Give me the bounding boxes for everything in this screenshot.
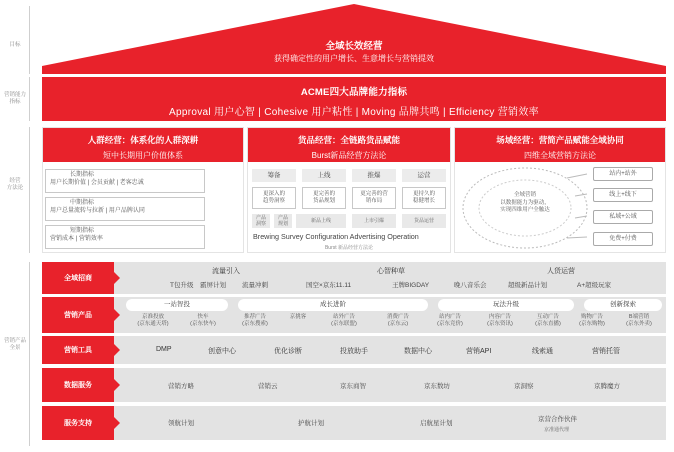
row-products-label: 营销产品 — [42, 297, 114, 333]
mid-term-title: 中期指标 — [70, 200, 95, 206]
column-people-title: 人群经营：体系化的人群深耕 — [87, 135, 199, 145]
method-cell: 新品上线 — [296, 214, 346, 228]
recruit-head: 心智种草 — [377, 268, 405, 275]
row-support — [42, 406, 666, 440]
row-data — [42, 368, 666, 402]
products-cell: 消费广告 (京东云) — [386, 314, 409, 327]
indicator-title: ACME四大品牌能力指标 — [300, 87, 408, 98]
side-divider — [29, 77, 30, 121]
short-term-detail: 营销成本 | 营销效率 — [50, 235, 103, 242]
row-tools-label: 营销工具 — [42, 336, 114, 364]
column-scene-header — [455, 128, 665, 162]
side-divider — [29, 127, 30, 253]
data-item: 营销方略 — [168, 383, 194, 390]
tool-item: 营销API — [466, 348, 492, 355]
data-item: 营销云 — [258, 383, 278, 390]
recruit-item: 霸屏计划 — [200, 282, 226, 289]
long-term-title: 长期指标 — [70, 172, 95, 178]
side-label-method: 经营 方法论 — [6, 178, 24, 191]
column-scene-title: 场域经营：营简产品赋能全域协同 — [496, 135, 624, 145]
burst-footnote: Burst 新品经营方法论 — [324, 245, 374, 251]
data-item: 京腾魔方 — [594, 383, 620, 390]
support-note: 京准通代理 — [544, 427, 570, 433]
products-cell: 快车 (京东快车) — [190, 314, 216, 327]
support-item: 领航计划 — [168, 420, 194, 427]
row-support-label: 服务支持 — [42, 406, 114, 440]
row-tools — [42, 336, 666, 364]
recruit-item: 流量冲刺 — [242, 282, 268, 289]
stage-cell: 更完善的 货品规划 — [302, 187, 346, 209]
products-cell: 站外广告 (京东联盟) — [331, 314, 357, 327]
stage-prepare: 筹备 — [252, 169, 296, 182]
column-goods-subtitle: Burst新品经营方法论 — [311, 151, 387, 160]
products-cell: 购物广告 (京东购物) — [579, 314, 605, 327]
burst-acronym-line: Brewing Survey Configuration Advertising Operation — [253, 232, 419, 241]
data-item: 京洞察 — [514, 383, 534, 390]
stage-push: 推爆 — [352, 169, 396, 182]
recruit-item: 超级新品计划 — [508, 282, 547, 289]
column-goods-title: 货品经营：全链路货品赋能 — [297, 135, 400, 145]
support-item: 启航星计划 — [420, 420, 453, 427]
tool-item: 创意中心 — [208, 348, 236, 355]
support-item: 护航计划 — [298, 420, 324, 427]
scene-circle-text: 全域营销 以数据能力为驱动， 实现四维用户全触达 — [500, 192, 550, 213]
column-scene — [454, 127, 666, 253]
column-goods-header — [248, 128, 450, 162]
support-item: 京营合作伙伴 — [538, 416, 577, 423]
stage-launch: 上线 — [302, 169, 346, 182]
indicator-band — [42, 77, 666, 121]
recruit-head: 人货运营 — [547, 268, 575, 275]
recruit-item: 国空×京东11.11 — [306, 282, 352, 289]
mid-term-detail: 用户总量流转与拉新 | 用户品牌认同 — [50, 207, 145, 214]
tool-item: 投放助手 — [340, 348, 368, 355]
tool-item: 优化诊断 — [274, 348, 302, 355]
tool-item: 线索通 — [532, 348, 553, 355]
products-cell: 互动广告 (京东直播) — [535, 314, 561, 327]
roof-subtitle: 获得确定性的用户增长、生意增长与营销提效 — [274, 54, 434, 63]
products-cell: 内容广告 (京东资讯) — [487, 314, 513, 327]
recruit-head: 流量引入 — [212, 268, 240, 275]
row-products — [42, 297, 666, 333]
recruit-item: 晚八音乐会 — [454, 282, 487, 289]
tool-item: 数据中心 — [404, 348, 432, 355]
products-cell: 推荐广告 (京东搜索) — [242, 314, 268, 327]
products-pill: 成长进阶 — [238, 299, 428, 311]
mid-term-box — [45, 197, 205, 221]
data-item: 京东数坊 — [424, 383, 450, 390]
scene-pill: 免费+付费 — [593, 232, 653, 246]
recruit-item: 王牌BIGDAY — [392, 282, 430, 289]
method-cell: 产品 规划 — [274, 214, 292, 228]
column-people — [42, 127, 244, 253]
long-term-box — [45, 169, 205, 193]
side-divider — [29, 262, 30, 446]
short-term-title: 短期指标 — [70, 228, 95, 234]
column-people-subtitle: 短中长期用户价值体系 — [103, 151, 183, 160]
side-label-goal: 目标 — [9, 42, 21, 48]
side-divider — [29, 6, 30, 74]
products-pill: 一站智投 — [126, 299, 228, 311]
stage-operate: 运营 — [402, 169, 446, 182]
roof-banner — [42, 4, 666, 74]
stage-cell: 更深入的 趋势洞察 — [252, 187, 296, 209]
column-people-header — [43, 128, 243, 162]
long-term-detail: 用户长期价值 | 会员贡献 | 老客忠诚 — [50, 179, 144, 186]
roof-title: 全域长效经营 — [325, 41, 383, 52]
tool-item: 营销托管 — [592, 348, 620, 355]
short-term-box — [45, 225, 205, 249]
data-item: 京东商智 — [340, 383, 366, 390]
indicator-subtitle: Approval 用户心智 | Cohesive 用户粘性 | Moving 品牌共鸣 | Efficiency 营销效率 — [169, 107, 539, 118]
scene-pill: 站内+站外 — [593, 167, 653, 181]
method-cell: 货品运营 — [402, 214, 446, 228]
products-pill: 创新探索 — [584, 299, 662, 311]
side-label-indicator: 营销能力 指标 — [3, 92, 26, 105]
column-goods — [247, 127, 451, 253]
method-cell: 上市引爆 — [352, 214, 396, 228]
recruit-item: T包升级 — [170, 282, 194, 289]
method-cell: 产品 洞察 — [252, 214, 270, 228]
products-cell: 京准投放 (京东通天塔) — [137, 314, 169, 327]
row-recruit — [42, 262, 666, 294]
stage-cell: 更持久的 稳健增长 — [402, 187, 446, 209]
stage-cell: 更完善的营 销布局 — [352, 187, 396, 209]
recruit-item: A+超级玩家 — [577, 282, 612, 289]
products-cell: 京挑客 — [289, 314, 307, 320]
side-label-tools: 营销产品 全景 — [3, 338, 26, 351]
row-recruit-label: 全域招商 — [42, 262, 114, 294]
row-data-label: 数据服务 — [42, 368, 114, 402]
products-pill: 玩法升级 — [438, 299, 574, 311]
products-cell: 站内广告 (京东竞价) — [437, 314, 463, 327]
tool-item: DMP — [156, 346, 172, 353]
products-cell: B端营销 (京东外卖) — [626, 314, 652, 327]
scene-pill: 私域+公域 — [593, 210, 653, 224]
column-scene-subtitle: 四维全域营销方法论 — [524, 151, 596, 160]
scene-pill: 线上+线下 — [593, 188, 653, 202]
